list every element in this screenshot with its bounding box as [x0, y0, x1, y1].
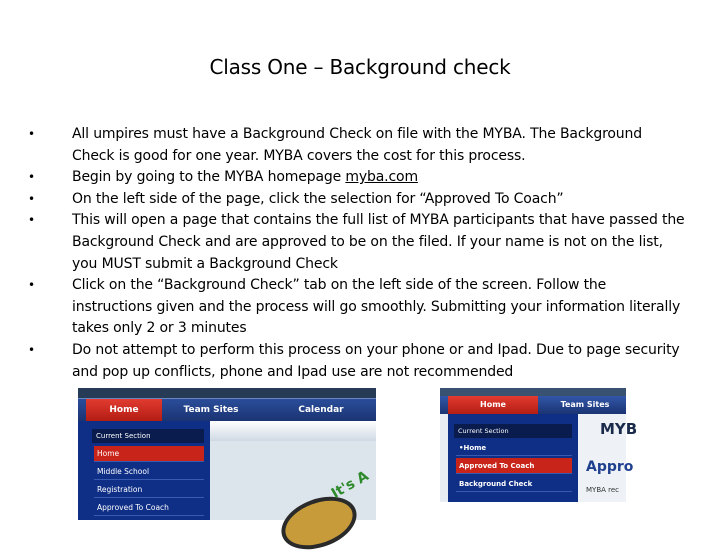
sidebar-item-middle-school[interactable]: Middle School — [94, 464, 204, 480]
myba-link[interactable]: myba.com — [345, 169, 418, 186]
bullet-dot: • — [28, 191, 35, 206]
bullet-item — [28, 124, 688, 167]
nav-tab-home[interactable]: Home — [448, 396, 538, 414]
nav-tab-home[interactable]: Home — [86, 399, 162, 421]
sidebar — [448, 414, 578, 502]
sidebar-item-home[interactable]: Home — [94, 446, 204, 462]
sidebar-item-approved-to-coach[interactable]: Approved To Coach — [456, 458, 572, 474]
slide-title: Class One – Background check — [209, 55, 511, 79]
bullet-item — [28, 189, 688, 211]
content-text: MYBA rec — [586, 486, 620, 494]
sidebar-item-background-check[interactable]: Background Check — [456, 476, 572, 492]
sidebar-item-registration[interactable]: Registration — [94, 482, 204, 498]
bullet-dot: • — [28, 278, 35, 293]
bullet-list — [28, 124, 688, 383]
bullet-text: Click on the “Background Check” tab on the left side of the screen. Follow the instructions given and the process will go smoothly. Submitting your information literally takes only 2 or 3 minutes — [72, 277, 681, 337]
sidebar-header: Current Section — [92, 429, 204, 443]
website-screenshot-left — [78, 388, 376, 520]
bullet-text: On the left side of the page, click the selection for “Approved To Coach” — [72, 190, 564, 207]
content-banner — [210, 421, 376, 441]
bullet-text: Begin by going to the MYBA homepage — [72, 169, 346, 186]
header-strip — [440, 388, 626, 396]
bullet-item — [28, 275, 688, 340]
top-nav-bar — [440, 396, 626, 414]
top-nav-bar — [78, 398, 376, 422]
sidebar-header: Current Section — [454, 424, 572, 438]
bullet-item — [28, 167, 688, 189]
nav-tab-calendar[interactable]: Calendar — [298, 405, 344, 415]
nav-tab-team-sites[interactable]: Team Sites — [183, 405, 239, 415]
sidebar-item-approved-to-coach[interactable]: Approved To Coach — [94, 500, 204, 516]
bullet-text: This will open a page that contains the full list of MYBA participants that have passed the Background Check and are approved to be on the filed. If your name is not on the list, you MUST submit a Background Check — [72, 212, 685, 272]
bullet-item — [28, 210, 688, 275]
bullet-item — [28, 340, 688, 383]
baseball-graphic — [274, 487, 364, 559]
bullet-dot: • — [28, 127, 35, 141]
bullet-dot: • — [28, 342, 35, 357]
website-screenshot-right — [440, 388, 638, 502]
content-heading: MYB — [600, 420, 638, 438]
header-strip — [78, 388, 376, 398]
bullet-dot: • — [28, 170, 35, 185]
sidebar — [78, 421, 210, 520]
content-area — [210, 421, 376, 520]
nav-tab-team-sites[interactable]: Team Sites — [560, 400, 610, 409]
content-subheading: Appro — [586, 459, 634, 475]
bullet-dot: • — [28, 213, 35, 228]
bullet-text: Do not attempt to perform this process on your phone or and Ipad. Due to page security and pop up conflicts, phone and Ipad use are not recommended — [72, 341, 680, 380]
bullet-text: All umpires must have a Background Check on file with the MYBA. The Background Check is good for one year. MYBA covers the cost for this process. — [72, 126, 642, 164]
sidebar-item-home[interactable]: •Home — [456, 440, 572, 456]
logo-text: It's A — [328, 468, 372, 502]
content-area — [578, 414, 638, 502]
